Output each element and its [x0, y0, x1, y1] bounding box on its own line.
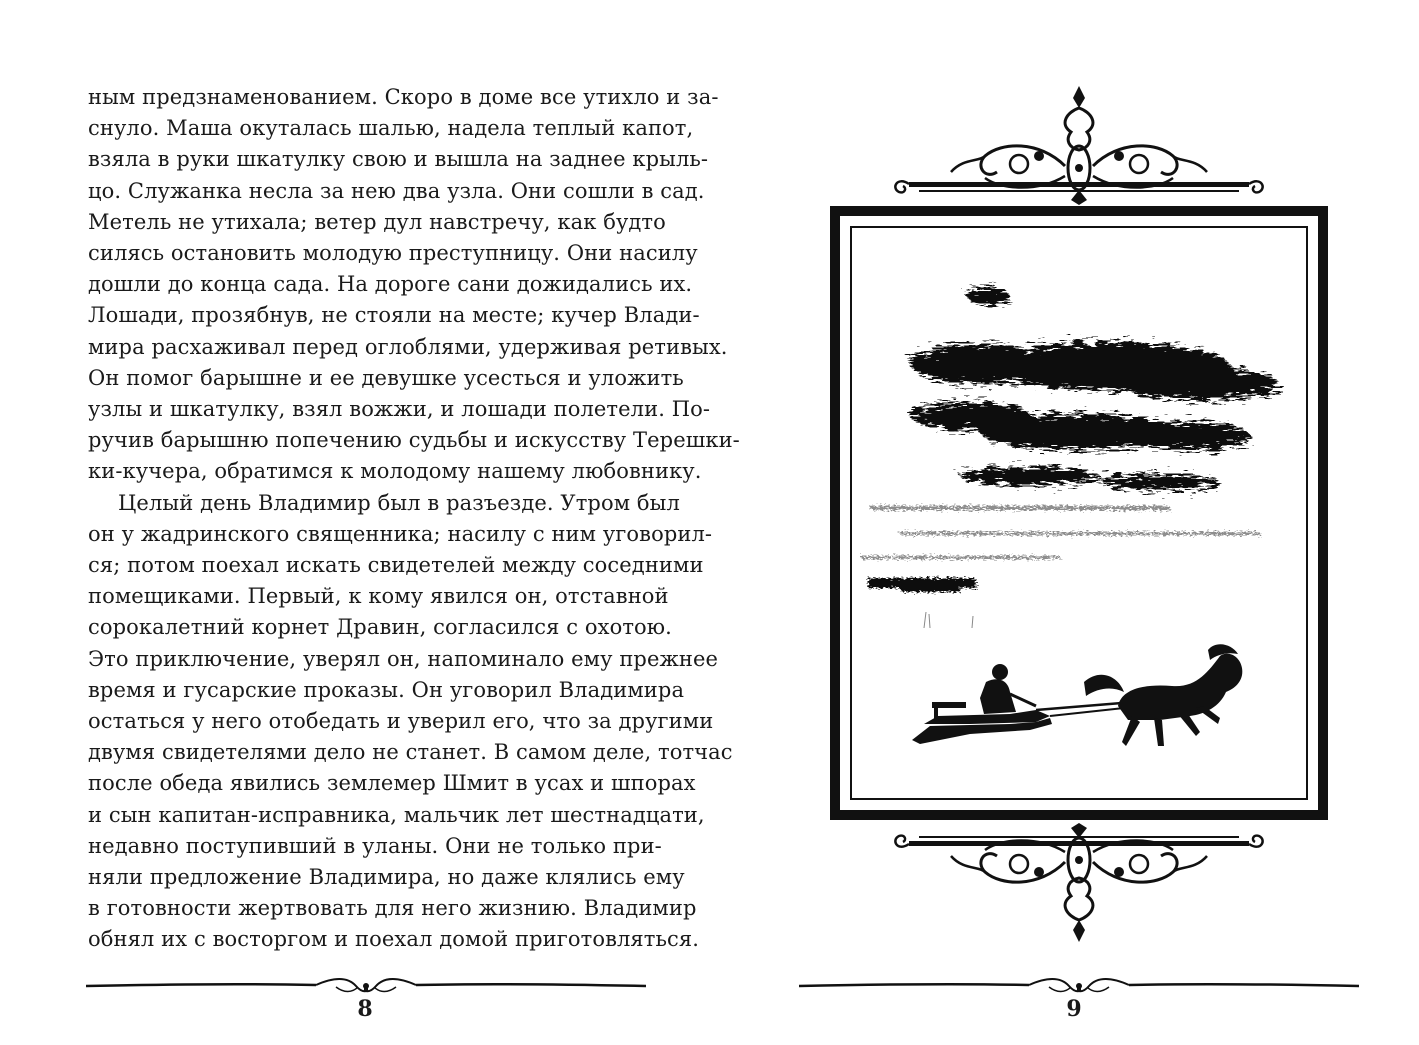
body-text: [88, 82, 740, 956]
bottom-ornament: [889, 822, 1269, 948]
text-line: цо. Служанка несла за нею два узла. Они сошли в сад.: [88, 178, 705, 203]
text-line: взяла в руки шкатулку свою и вышла на заднее крыль-: [88, 147, 709, 172]
footer-flourish-rule: [799, 975, 1359, 997]
text-line: Лошади, прозябнув, не стояли на месте; кучер Влади-: [88, 303, 700, 328]
text-line: помещиками. Первый, к кому явился он, отставной: [88, 584, 669, 609]
text-line: в готовности жертвовать для него жизнию. Владимир: [88, 896, 697, 921]
text-line: снуло. Маша окуталась шалью, надела теплый капот,: [88, 116, 694, 141]
text-line: время и гусарские проказы. Он уговорил Владимира: [88, 677, 685, 702]
illustration-frame: [830, 206, 1328, 820]
text-line: сорокалетний корнет Дравин, согласился с охотою.: [88, 615, 672, 640]
text-line: двумя свидетелями дело не станет. В самом деле, тотчас: [88, 740, 733, 765]
top-ornament: [889, 84, 1269, 210]
text-line: Целый день Владимир был в разъезде. Утром был: [118, 490, 680, 515]
text-line: он у жадринского священника; насилу с ним уговорил-: [88, 521, 713, 546]
text-line: ся; потом поехал искать свидетелей между соседними: [88, 553, 704, 578]
text-line: узлы и шкатулку, взял вожжи, и лошади полетели. По-: [88, 397, 711, 422]
text-line: обнял их с восторгом и поехал домой приготовляться.: [88, 927, 700, 952]
footer-flourish-rule: [86, 975, 646, 997]
text-line: мира расхаживал перед оглоблями, удерживая ретивых.: [88, 334, 728, 359]
winter-sleigh-illustration: [860, 236, 1298, 790]
text-line: Это приключение, уверял он, напоминало ему прежнее: [88, 646, 719, 671]
text-line: няли предложение Владимира, но даже клялись ему: [88, 865, 685, 890]
text-line: Метель не утихала; ветер дул навстречу, как будто: [88, 209, 666, 234]
page-number: 8: [357, 996, 373, 1022]
text-line: после обеда явились землемер Шмит в усах и шпорах: [88, 771, 696, 796]
text-line: ручив барышню попечению судьбы и искусству Терешки-: [88, 428, 740, 453]
sleigh-silhouette: [912, 644, 1242, 746]
text-line: ки-кучера, обратимся к молодому нашему любовнику.: [88, 459, 702, 484]
text-line: недавно поступивший в уланы. Они не только при-: [88, 833, 662, 858]
text-line: и сын капитан-исправника, мальчик лет шестнадцати,: [88, 802, 705, 827]
text-line: остаться у него отобедать и уверил его, что за другими: [88, 709, 714, 734]
page-number: 9: [1066, 996, 1082, 1022]
text-line: силясь остановить молодую преступницу. Они насилу: [88, 241, 698, 266]
text-line: Он помог барышне и ее девушке усесться и уложить: [88, 365, 684, 390]
right-page: [709, 0, 1419, 1045]
text-line: дошли до конца сада. На дороге сани дожидались их.: [88, 272, 693, 297]
text-line: ным предзнаменованием. Скоро в доме все утихло и за-: [88, 85, 719, 109]
